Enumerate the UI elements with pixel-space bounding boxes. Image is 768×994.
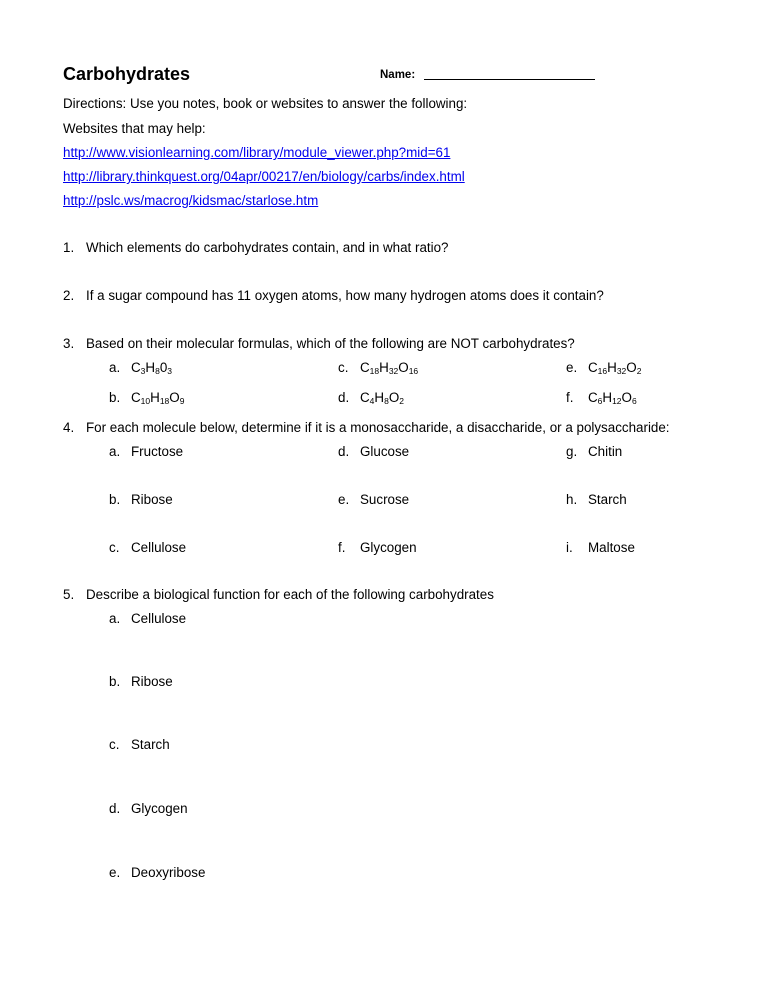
question-number: 2. [63, 288, 75, 303]
option-text: Chitin [588, 444, 623, 459]
q5-item [109, 674, 173, 689]
option-text: Cellulose [131, 611, 187, 626]
formula: $C_{16}H_{32}O_2$ [588, 360, 642, 376]
q4-option [566, 492, 627, 507]
option-text: Cellulose [131, 540, 187, 555]
option-text: Sucrose [360, 492, 410, 507]
formula: $C_4H_8O_2$ [360, 390, 404, 406]
formula: $C_6H_{12}O_6$ [588, 390, 637, 406]
option-letter: g. [566, 444, 578, 459]
option-letter: a. [109, 444, 121, 459]
question-1 [63, 240, 449, 255]
option-letter: d. [109, 801, 121, 816]
directions-text: Directions: Use you notes, book or websites to answer the following: [63, 96, 468, 111]
option-letter: f. [338, 540, 346, 555]
option-text: Glucose [360, 444, 410, 459]
q3-option [109, 360, 172, 375]
option-text: Starch [588, 492, 627, 507]
q5-item [109, 737, 170, 752]
name-field-line[interactable] [424, 79, 595, 80]
q4-option [338, 444, 409, 459]
option-text: Deoxyribose [131, 865, 206, 880]
option-text: Fructose [131, 444, 184, 459]
option-letter: e. [338, 492, 350, 507]
q3-option [109, 390, 184, 405]
q3-option [338, 390, 404, 405]
option-letter: e. [566, 360, 578, 375]
question-text: For each molecule below, determine if it is a monosaccharide, a disaccharide, or a polysaccharide: [86, 420, 670, 435]
q3-option [566, 390, 637, 405]
page-title: Carbohydrates [63, 64, 191, 84]
q4-option [109, 540, 186, 555]
option-letter: i. [566, 540, 573, 555]
question-number: 1. [63, 240, 75, 255]
question-number: 4. [63, 420, 75, 435]
question-2 [63, 288, 604, 303]
q3-option [338, 360, 418, 375]
question-number: 3. [63, 336, 75, 351]
option-letter: d. [338, 444, 350, 459]
formula: $C_{10}H_{18}O_9$ [131, 390, 185, 406]
question-text: Based on their molecular formulas, which of the following are NOT carbohydrates? [86, 336, 575, 351]
option-letter: c. [338, 360, 349, 375]
option-text: Maltose [588, 540, 635, 555]
option-letter: a. [109, 611, 121, 626]
option-letter: c. [109, 737, 120, 752]
question-3 [63, 336, 575, 351]
q4-option [566, 540, 635, 555]
option-letter: c. [109, 540, 120, 555]
q4-option [109, 444, 183, 459]
question-text: Describe a biological function for each of the following carbohydrates [86, 587, 494, 602]
name-label: Name: [380, 69, 416, 81]
q3-option [566, 360, 641, 375]
q5-item [109, 865, 205, 880]
q4-option [109, 492, 173, 507]
link-thinkquest[interactable]: http://library.thinkquest.org/04apr/00217/en/biology/carbs/index.html [63, 169, 465, 184]
option-text: Ribose [131, 674, 173, 689]
option-text: Ribose [131, 492, 173, 507]
q4-option [338, 492, 409, 507]
option-letter: h. [566, 492, 578, 507]
q5-item [109, 611, 186, 626]
option-letter: e. [109, 865, 121, 880]
link-visionlearning[interactable]: http://www.visionlearning.com/library/module_viewer.php?mid=61 [63, 145, 451, 160]
link-pslc[interactable]: http://pslc.ws/macrog/kidsmac/starlose.htm [63, 193, 319, 208]
question-number: 5. [63, 587, 75, 602]
option-letter: b. [109, 390, 121, 405]
question-text: Which elements do carbohydrates contain, and in what ratio? [86, 240, 449, 255]
formula: $C_{18}H_{32}O_{16}$ [360, 360, 419, 376]
q4-option [566, 444, 622, 459]
question-text: If a sugar compound has 11 oxygen atoms, how many hydrogen atoms does it contain? [86, 288, 604, 303]
option-letter: f. [566, 390, 574, 405]
formula: $C_3H_80_3$ [131, 360, 172, 376]
question-5 [63, 587, 494, 602]
option-letter: b. [109, 492, 121, 507]
option-letter: d. [338, 390, 350, 405]
option-text: Glycogen [131, 801, 188, 816]
q4-option [338, 540, 417, 555]
option-text: Starch [131, 737, 170, 752]
q5-item [109, 801, 188, 816]
question-4 [63, 420, 670, 435]
option-text: Glycogen [360, 540, 417, 555]
option-letter: b. [109, 674, 121, 689]
websites-label: Websites that may help: [63, 121, 206, 136]
option-letter: a. [109, 360, 121, 375]
